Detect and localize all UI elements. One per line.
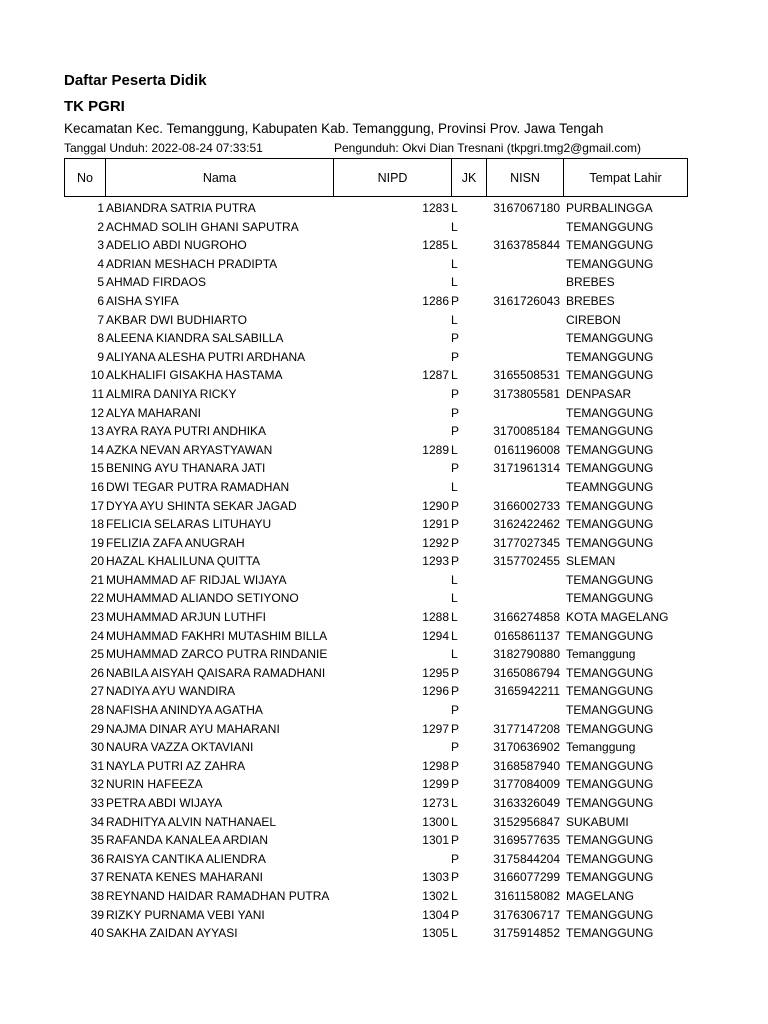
cell-jk: P xyxy=(451,870,460,885)
cell-nipd: 1302 xyxy=(422,888,449,903)
cell-no: 28 xyxy=(90,703,104,718)
cell-jk: L xyxy=(451,610,458,625)
cell-nama: AHMAD FIRDAOS xyxy=(106,275,207,290)
cell-no: 20 xyxy=(90,554,104,569)
document-title: Daftar Peserta Didik xyxy=(64,72,207,89)
cell-nisn: 3177027345 xyxy=(493,535,560,550)
cell-jk: P xyxy=(451,907,460,922)
cell-no: 9 xyxy=(97,349,104,364)
cell-nipd: 1305 xyxy=(422,926,449,941)
header-nisn: NISN xyxy=(487,159,564,196)
table-row xyxy=(64,366,688,385)
cell-nama: ALMIRA DANIYA RICKY xyxy=(106,386,237,401)
cell-jk: L xyxy=(451,219,458,234)
cell-tempat: TEMANGGUNG xyxy=(566,833,654,848)
cell-nipd: 1293 xyxy=(422,554,449,569)
table-body xyxy=(64,199,688,943)
cell-jk: P xyxy=(451,851,460,866)
table-row xyxy=(64,534,688,553)
cell-jk: P xyxy=(451,665,460,680)
cell-nipd: 1283 xyxy=(422,201,449,215)
cell-nama: NADIYA AYU WANDIRA xyxy=(106,684,236,699)
cell-nisn: 3161726043 xyxy=(493,293,560,308)
cell-jk: L xyxy=(451,796,458,810)
cell-jk: P xyxy=(451,331,460,346)
cell-nisn: 3175914852 xyxy=(493,926,560,941)
downloader: Pengunduh: Okvi Dian Tresnani (tkpgri.tmg2@gmail.com) xyxy=(334,141,641,155)
header-no: No xyxy=(65,159,106,196)
cell-nipd: 1301 xyxy=(422,833,449,848)
cell-nama: ACHMAD SOLIH GHANI SAPUTRA xyxy=(106,219,299,234)
table-row xyxy=(64,459,688,478)
table-row xyxy=(64,757,688,776)
cell-nama: NAJMA DINAR AYU MAHARANI xyxy=(106,721,280,736)
cell-nipd: 1289 xyxy=(422,442,449,457)
table-row xyxy=(64,627,688,646)
cell-jk: P xyxy=(451,535,460,550)
cell-tempat: TEMANGGUNG xyxy=(566,572,654,587)
table-row xyxy=(64,682,688,701)
table-row xyxy=(64,831,688,850)
cell-no: 22 xyxy=(90,591,104,606)
cell-no: 14 xyxy=(90,442,104,457)
cell-nipd: 1295 xyxy=(422,665,449,680)
cell-tempat: TEMANGGUNG xyxy=(566,665,654,680)
cell-nisn: 3165086794 xyxy=(493,665,560,680)
table-row xyxy=(64,664,688,683)
cell-jk: P xyxy=(451,758,460,773)
cell-jk: P xyxy=(451,777,460,792)
cell-nama: SAKHA ZAIDAN AYYASI xyxy=(106,926,238,941)
table-row xyxy=(64,775,688,794)
cell-no: 12 xyxy=(90,405,104,420)
cell-nipd: 1290 xyxy=(422,498,449,513)
cell-jk: L xyxy=(451,926,458,941)
table-row xyxy=(64,348,688,367)
table-row xyxy=(64,199,688,218)
school-name: TK PGRI xyxy=(64,98,125,115)
cell-no: 1 xyxy=(97,201,104,215)
cell-no: 3 xyxy=(97,238,104,253)
cell-nama: HAZAL KHALILUNA QUITTA xyxy=(106,554,261,569)
table-row xyxy=(64,422,688,441)
cell-tempat: Temanggung xyxy=(566,647,636,662)
table-row xyxy=(64,515,688,534)
table-row xyxy=(64,850,688,869)
cell-nama: MUHAMMAD ARJUN LUTHFI xyxy=(106,610,267,625)
cell-no: 31 xyxy=(90,758,104,773)
cell-tempat: TEMANGGUNG xyxy=(566,684,654,699)
cell-tempat: KOTA MAGELANG xyxy=(566,610,669,625)
cell-jk: P xyxy=(451,684,460,699)
cell-nama: PETRA ABDI WIJAYA xyxy=(106,796,223,810)
cell-nisn: 0165861137 xyxy=(494,628,560,643)
cell-jk: L xyxy=(451,256,458,271)
cell-jk: P xyxy=(451,386,460,401)
cell-jk: L xyxy=(451,888,458,903)
cell-tempat: Temanggung xyxy=(566,740,636,755)
cell-tempat: TEMANGGUNG xyxy=(566,777,654,792)
cell-nisn: 3163785844 xyxy=(493,238,560,253)
table-row xyxy=(64,645,688,664)
cell-jk: P xyxy=(451,424,460,439)
cell-jk: P xyxy=(451,833,460,848)
cell-nama: ADELIO ABDI NUGROHO xyxy=(106,238,247,253)
cell-nisn: 3169577635 xyxy=(493,833,560,848)
table-row xyxy=(64,552,688,571)
cell-jk: P xyxy=(451,293,460,308)
cell-tempat: TEMANGGUNG xyxy=(566,405,654,420)
cell-tempat: TEMANGGUNG xyxy=(566,926,654,941)
cell-nisn: 3165508531 xyxy=(493,368,560,383)
cell-no: 16 xyxy=(90,479,104,494)
cell-no: 10 xyxy=(90,368,104,383)
table-row xyxy=(64,292,688,311)
cell-nama: ALYA MAHARANI xyxy=(106,405,201,420)
cell-nama: NAURA VAZZA OKTAVIANI xyxy=(106,740,254,755)
cell-tempat: TEMANGGUNG xyxy=(566,368,654,383)
cell-tempat: TEMANGGUNG xyxy=(566,796,654,810)
cell-jk: P xyxy=(451,721,460,736)
table-row xyxy=(64,441,688,460)
cell-nama: NAYLA PUTRI AZ ZAHRA xyxy=(106,758,246,773)
cell-tempat: TEMANGGUNG xyxy=(566,628,654,643)
cell-nama: AZKA NEVAN ARYASTYAWAN xyxy=(106,442,273,457)
cell-nama: FELICIA SELARAS LITUHAYU xyxy=(106,517,272,532)
cell-jk: L xyxy=(451,814,458,829)
cell-no: 32 xyxy=(90,777,104,792)
cell-nama: AYRA RAYA PUTRI ANDHIKA xyxy=(106,424,267,439)
cell-tempat: BREBES xyxy=(566,293,615,308)
cell-nisn: 3163326049 xyxy=(493,796,560,810)
cell-jk: L xyxy=(451,572,458,587)
cell-tempat: TEMANGGUNG xyxy=(566,517,654,532)
table-row xyxy=(64,794,688,813)
cell-jk: L xyxy=(451,591,458,606)
cell-no: 11 xyxy=(91,386,104,401)
cell-tempat: TEMANGGUNG xyxy=(566,851,654,866)
cell-nipd: 1300 xyxy=(422,814,449,829)
table-row xyxy=(64,608,688,627)
cell-no: 7 xyxy=(97,312,104,327)
cell-jk: L xyxy=(451,647,458,662)
table-row xyxy=(64,478,688,497)
download-date: Tanggal Unduh: 2022-08-24 07:33:51 xyxy=(64,141,263,155)
cell-no: 34 xyxy=(90,814,104,829)
cell-nama: ALKHALIFI GISAKHA HASTAMA xyxy=(106,368,283,383)
cell-nisn: 3176306717 xyxy=(493,907,560,922)
cell-nipd: 1297 xyxy=(422,721,449,736)
cell-tempat: TEMANGGUNG xyxy=(566,219,654,234)
table-row xyxy=(64,887,688,906)
cell-nisn: 3161158082 xyxy=(494,888,560,903)
cell-nisn: 3166002733 xyxy=(493,498,560,513)
cell-jk: P xyxy=(451,554,460,569)
table-row xyxy=(64,404,688,423)
cell-tempat: TEAMNGGUNG xyxy=(566,479,654,494)
cell-no: 40 xyxy=(90,926,104,941)
cell-jk: L xyxy=(451,238,458,253)
table-row xyxy=(64,813,688,832)
cell-nama: MUHAMMAD ZARCO PUTRA RINDANIE xyxy=(106,647,328,662)
cell-tempat: TEMANGGUNG xyxy=(566,721,654,736)
table-row xyxy=(64,329,688,348)
cell-nama: MUHAMMAD ALIANDO SETIYONO xyxy=(106,591,299,606)
cell-no: 24 xyxy=(90,628,104,643)
cell-tempat: TEMANGGUNG xyxy=(566,442,654,457)
cell-tempat: TEMANGGUNG xyxy=(566,535,654,550)
cell-tempat: TEMANGGUNG xyxy=(566,703,654,718)
cell-nama: MUHAMMAD AF RIDJAL WIJAYA xyxy=(106,572,287,587)
cell-no: 25 xyxy=(90,647,104,662)
cell-nisn: 3166077299 xyxy=(493,870,560,885)
table-row xyxy=(64,906,688,925)
cell-nisn: 3152956847 xyxy=(493,814,560,829)
cell-nama: BENING AYU THANARA JATI xyxy=(106,461,266,476)
cell-nama: AKBAR DWI BUDHIARTO xyxy=(106,312,247,327)
cell-tempat: TEMANGGUNG xyxy=(566,349,654,364)
cell-nipd: 1286 xyxy=(422,293,449,308)
cell-tempat: SLEMAN xyxy=(566,554,616,569)
cell-nisn: 3171961314 xyxy=(493,461,560,476)
cell-tempat: CIREBON xyxy=(566,312,621,327)
cell-nama: RAISYA CANTIKA ALIENDRA xyxy=(106,851,266,866)
cell-nisn: 3170636902 xyxy=(493,740,560,755)
cell-nipd: 1303 xyxy=(422,870,449,885)
cell-nama: ALEENA KIANDRA SALSABILLA xyxy=(106,331,284,346)
cell-tempat: TEMANGGUNG xyxy=(566,870,654,885)
cell-no: 37 xyxy=(90,870,104,885)
table-row xyxy=(64,385,688,404)
cell-tempat: BREBES xyxy=(566,275,615,290)
cell-nipd: 1304 xyxy=(422,907,449,922)
cell-nipd: 1273 xyxy=(422,796,449,810)
header-nipd: NIPD xyxy=(334,159,452,196)
cell-nama: FELIZIA ZAFA ANUGRAH xyxy=(106,535,245,550)
cell-no: 6 xyxy=(97,293,104,308)
cell-jk: L xyxy=(451,201,458,215)
cell-nama: AISHA SYIFA xyxy=(106,293,179,308)
cell-no: 36 xyxy=(90,851,104,866)
cell-no: 30 xyxy=(90,740,104,755)
header-jk: JK xyxy=(452,159,487,196)
cell-jk: L xyxy=(451,312,458,327)
cell-tempat: TEMANGGUNG xyxy=(566,256,654,271)
cell-jk: P xyxy=(451,461,460,476)
cell-nama: ALIYANA ALESHA PUTRI ARDHANA xyxy=(106,349,306,364)
cell-nisn: 3182790880 xyxy=(493,647,560,662)
cell-jk: L xyxy=(451,628,458,643)
table-row xyxy=(64,571,688,590)
table-row xyxy=(64,497,688,516)
cell-no: 38 xyxy=(90,888,104,903)
cell-nisn: 3166274858 xyxy=(493,610,560,625)
cell-tempat: TEMANGGUNG xyxy=(566,907,654,922)
header-nama: Nama xyxy=(106,159,334,196)
table-row xyxy=(64,311,688,330)
table-row xyxy=(64,218,688,237)
table-row xyxy=(64,589,688,608)
cell-no: 35 xyxy=(90,833,104,848)
cell-nama: ADRIAN MESHACH PRADIPTA xyxy=(106,256,278,271)
cell-jk: L xyxy=(451,275,458,290)
cell-no: 27 xyxy=(90,684,104,699)
table-row xyxy=(64,701,688,720)
cell-no: 29 xyxy=(90,721,104,736)
cell-nisn: 3177147208 xyxy=(493,721,560,736)
cell-tempat: PURBALINGGA xyxy=(566,201,653,215)
cell-jk: P xyxy=(451,405,460,420)
cell-no: 19 xyxy=(90,535,104,550)
cell-nisn: 3177084009 xyxy=(493,777,560,792)
cell-nama: DYYA AYU SHINTA SEKAR JAGAD xyxy=(106,498,297,513)
cell-no: 21 xyxy=(90,572,104,587)
cell-nama: NURIN HAFEEZA xyxy=(106,777,203,792)
location-line: Kecamatan Kec. Temanggung, Kabupaten Kab. Temanggung, Provinsi Prov. Jawa Tengah xyxy=(64,121,604,136)
cell-nipd: 1298 xyxy=(422,758,449,773)
table-row xyxy=(64,255,688,274)
cell-nipd: 1291 xyxy=(422,517,449,532)
cell-nisn: 3167067180 xyxy=(493,201,560,215)
cell-nipd: 1285 xyxy=(422,238,449,253)
cell-nipd: 1294 xyxy=(422,628,449,643)
cell-nisn: 3162422462 xyxy=(493,517,560,532)
cell-tempat: TEMANGGUNG xyxy=(566,758,654,773)
cell-tempat: SUKABUMI xyxy=(566,814,629,829)
cell-jk: L xyxy=(451,442,458,457)
cell-nisn: 3157702455 xyxy=(493,554,560,569)
cell-nama: MUHAMMAD FAKHRI MUTASHIM BILLA xyxy=(106,628,328,643)
cell-tempat: TEMANGGUNG xyxy=(566,424,654,439)
cell-no: 2 xyxy=(97,219,104,234)
table-header xyxy=(64,158,688,197)
cell-nama: ABIANDRA SATRIA PUTRA xyxy=(106,201,256,215)
cell-nama: NAFISHA ANINDYA AGATHA xyxy=(106,703,263,718)
cell-jk: L xyxy=(451,479,458,494)
cell-no: 5 xyxy=(97,275,104,290)
cell-nipd: 1299 xyxy=(422,777,449,792)
cell-nisn: 3165942211 xyxy=(494,684,560,699)
table-row xyxy=(64,720,688,739)
cell-nama: RAFANDA KANALEA ARDIAN xyxy=(106,833,269,848)
cell-nisn: 3173805581 xyxy=(493,386,560,401)
cell-tempat: TEMANGGUNG xyxy=(566,461,654,476)
cell-tempat: TEMANGGUNG xyxy=(566,331,654,346)
cell-jk: P xyxy=(451,349,460,364)
cell-no: 4 xyxy=(97,256,104,271)
cell-nama: DWI TEGAR PUTRA RAMADHAN xyxy=(106,479,290,494)
table-row xyxy=(64,236,688,255)
cell-jk: P xyxy=(451,498,460,513)
cell-nipd: 1287 xyxy=(422,368,449,383)
cell-nipd: 1292 xyxy=(422,535,449,550)
cell-nama: REYNAND HAIDAR RAMADHAN PUTRA xyxy=(106,888,330,903)
cell-jk: P xyxy=(451,517,460,532)
cell-no: 17 xyxy=(90,498,104,513)
cell-nama: RENATA KENES MAHARANI xyxy=(106,870,263,885)
cell-no: 15 xyxy=(90,461,104,476)
cell-tempat: TEMANGGUNG xyxy=(566,238,654,253)
cell-nama: RADHITYA ALVIN NATHANAEL xyxy=(106,814,277,829)
cell-no: 26 xyxy=(90,665,104,680)
cell-tempat: DENPASAR xyxy=(566,386,632,401)
cell-no: 33 xyxy=(90,796,104,810)
cell-nama: RIZKY PURNAMA VEBI YANI xyxy=(106,907,265,922)
cell-no: 13 xyxy=(90,424,104,439)
cell-nipd: 1288 xyxy=(422,610,449,625)
cell-jk: P xyxy=(451,703,460,718)
table-row xyxy=(64,273,688,292)
cell-no: 8 xyxy=(97,331,104,346)
cell-jk: P xyxy=(451,740,460,755)
cell-nipd: 1296 xyxy=(422,684,449,699)
cell-nisn: 3175844204 xyxy=(493,851,560,866)
cell-no: 23 xyxy=(90,610,104,625)
table-row xyxy=(64,868,688,887)
table-row xyxy=(64,924,688,943)
cell-tempat: TEMANGGUNG xyxy=(566,591,654,606)
table-row xyxy=(64,738,688,757)
cell-nisn: 3170085184 xyxy=(493,424,560,439)
cell-no: 18 xyxy=(90,517,104,532)
cell-tempat: MAGELANG xyxy=(566,888,635,903)
cell-jk: L xyxy=(451,368,458,383)
cell-nama: NABILA AISYAH QAISARA RAMADHANI xyxy=(106,665,326,680)
cell-nisn: 0161196008 xyxy=(494,442,560,457)
cell-tempat: TEMANGGUNG xyxy=(566,498,654,513)
cell-no: 39 xyxy=(90,907,104,922)
cell-nisn: 3168587940 xyxy=(493,758,560,773)
header-tempat-lahir: Tempat Lahir xyxy=(589,170,662,185)
